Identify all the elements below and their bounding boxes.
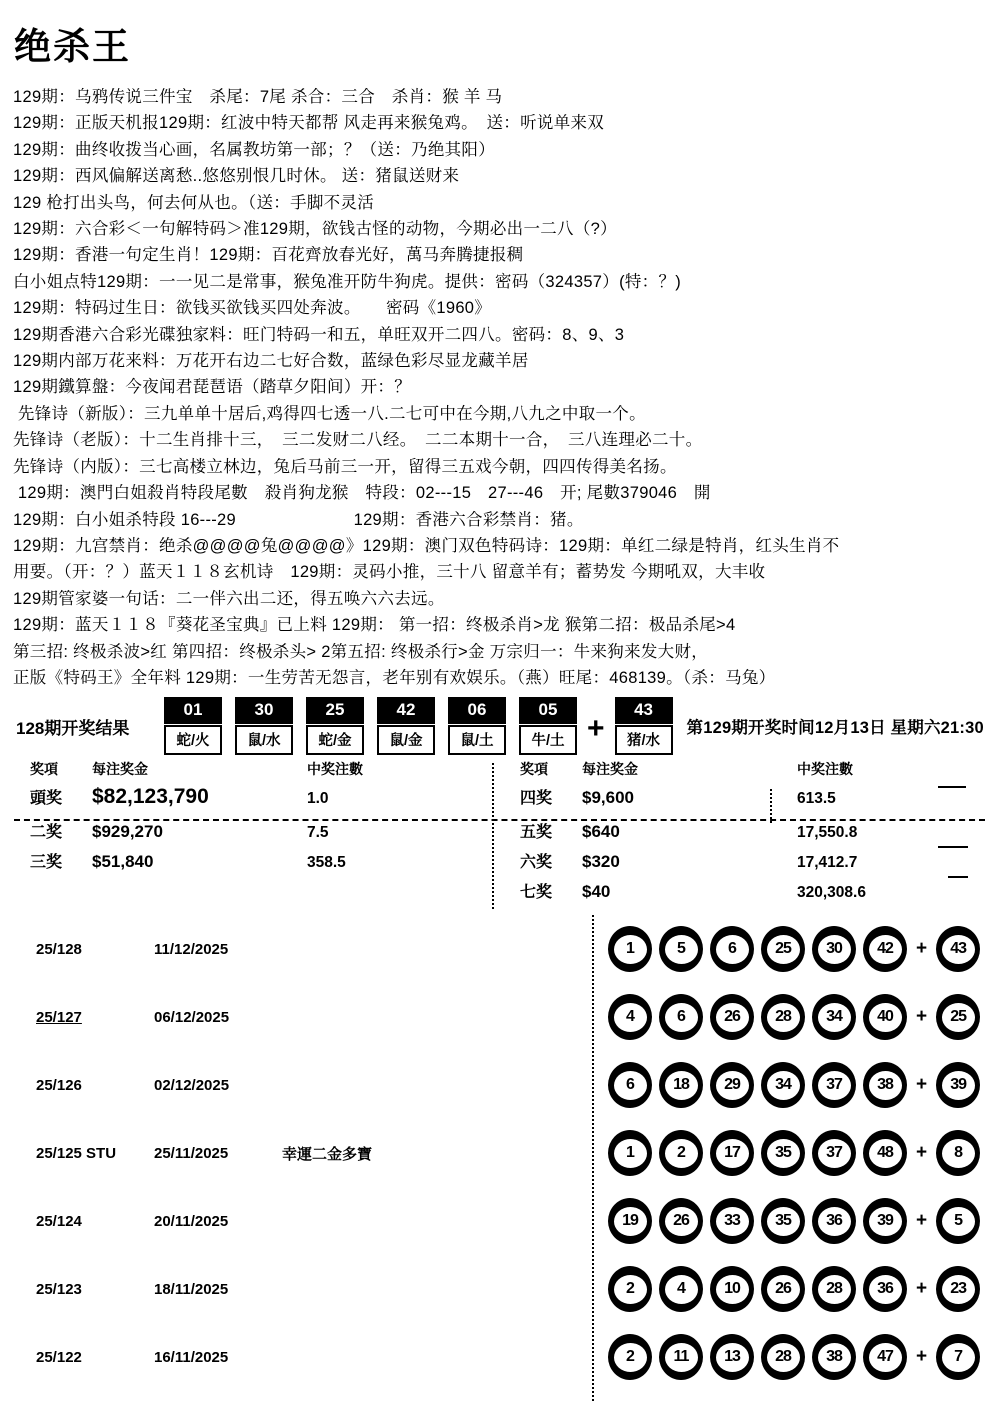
plus-icon: + bbox=[916, 1346, 928, 1368]
prize-count: 17,412.7 bbox=[797, 854, 858, 872]
ball-row bbox=[608, 994, 980, 1040]
ball-zodiac-element: 鼠/土 bbox=[448, 725, 506, 755]
draw-date: 06/12/2025 bbox=[154, 1008, 230, 1026]
ball-number: 25 bbox=[306, 697, 364, 724]
ball bbox=[608, 926, 652, 972]
ball-number: 47 bbox=[869, 1343, 902, 1372]
plus-icon: + bbox=[916, 1142, 928, 1164]
prize-row bbox=[520, 879, 980, 909]
ball-number: 11 bbox=[665, 1343, 698, 1372]
draw-number: 25/125 STU bbox=[36, 1144, 117, 1162]
ball bbox=[659, 1334, 703, 1380]
ball bbox=[608, 1130, 652, 1176]
tip-line: 129 枪打出头鸟，何去何从也。（送：手脚不灵活 bbox=[13, 193, 375, 212]
draw-date: 20/11/2025 bbox=[154, 1212, 229, 1230]
tip-line: 129期：香港一句定生肖！129期：百花齊放春光好，萬马奔腾捷报稠 bbox=[13, 246, 524, 265]
ball-number: 35 bbox=[767, 1139, 800, 1168]
lottery-info-page bbox=[0, 16, 993, 1404]
prize-row bbox=[30, 785, 480, 819]
tip-line: 129期：西风偏解送离愁..悠悠别恨几时休。 送：猪鼠送财来 bbox=[13, 167, 460, 186]
ball bbox=[659, 1130, 703, 1176]
ball-number: 42 bbox=[377, 697, 435, 724]
prize-amount: $320 bbox=[582, 852, 620, 872]
tip-line: 129期鐵算盤：今夜闻君琵琶语（踏草夕阳间）开：？ bbox=[13, 378, 412, 397]
next-draw-time: 第129期开奖时间12月13日 星期六21:30 bbox=[686, 719, 984, 738]
history-row bbox=[0, 1187, 993, 1255]
ball bbox=[659, 1062, 703, 1108]
prize-tables bbox=[0, 759, 993, 909]
result-ball-tile bbox=[448, 697, 506, 755]
ball bbox=[608, 1334, 652, 1380]
ball-number: 30 bbox=[818, 935, 851, 964]
ball-number: 28 bbox=[767, 1003, 800, 1032]
ball bbox=[608, 994, 652, 1040]
ball-number: 25 bbox=[942, 1003, 975, 1032]
ball bbox=[710, 994, 754, 1040]
history-row bbox=[0, 1323, 993, 1391]
prize-amount: $51,840 bbox=[92, 852, 154, 872]
ball-number: 35 bbox=[767, 1207, 800, 1236]
ball-number: 37 bbox=[818, 1071, 851, 1100]
ball bbox=[710, 1198, 754, 1244]
draw-date: 11/12/2025 bbox=[154, 940, 229, 958]
ball-number: 5 bbox=[665, 935, 698, 964]
prize-amount: $640 bbox=[582, 822, 620, 842]
ball-row bbox=[608, 1266, 980, 1312]
ball-number: 26 bbox=[716, 1003, 749, 1032]
ball-number: 1 bbox=[614, 935, 647, 964]
ball bbox=[812, 926, 856, 972]
ball-number: 36 bbox=[818, 1207, 851, 1236]
ball-number: 39 bbox=[869, 1207, 902, 1236]
tip-line: 用要。（开：？）蓝天１１８玄机诗 129期：灵码小推，三十八 留意羊有；蓄势发 今期吼双，大丰收 bbox=[13, 563, 766, 582]
history-row bbox=[0, 1255, 993, 1323]
draw-date: 16/11/2025 bbox=[154, 1348, 229, 1366]
prize-row bbox=[520, 785, 980, 819]
ball-number: 25 bbox=[767, 935, 800, 964]
special-ball-zodiac: 猪/水 bbox=[615, 725, 673, 755]
ball-zodiac-element: 鼠/水 bbox=[235, 725, 293, 755]
prize-label: 六奖 bbox=[520, 854, 553, 872]
prize-label: 三奖 bbox=[30, 854, 63, 872]
draw-number-link[interactable]: 25/127 bbox=[36, 1008, 82, 1026]
ball-number: 28 bbox=[767, 1343, 800, 1372]
tips-section bbox=[0, 84, 993, 691]
header-item: 奖項 bbox=[520, 761, 548, 778]
tip-line: 129期管家婆一句话：二一伴六出二还，得五唤六六去远。 bbox=[13, 589, 445, 608]
result-ball-tile bbox=[235, 697, 293, 755]
prize-label: 五奖 bbox=[520, 824, 553, 842]
history-section bbox=[0, 915, 993, 1401]
plus-icon: + bbox=[587, 712, 605, 746]
result-ball-tiles bbox=[164, 697, 577, 755]
tip-line: 129期：蓝天１１８『葵花圣宝典』已上料 129期： 第一招：终极杀肖>龙 猴第二招：极品杀尾>4 bbox=[13, 616, 736, 635]
special-ball bbox=[936, 1130, 980, 1176]
prize-table-right bbox=[520, 759, 980, 909]
tip-line: 129期：曲终收拨当心画，名属教坊第一部；？（送：乃绝其阳） bbox=[13, 140, 496, 159]
ball-number: 33 bbox=[716, 1207, 749, 1236]
ball-number: 38 bbox=[869, 1071, 902, 1100]
history-row bbox=[0, 915, 993, 983]
history-row bbox=[0, 983, 993, 1051]
prize-row bbox=[520, 819, 980, 849]
ball-number: 6 bbox=[614, 1071, 647, 1100]
ball-number: 01 bbox=[164, 697, 222, 724]
prize-count: 358.5 bbox=[307, 854, 346, 872]
prize-header-row bbox=[30, 759, 480, 785]
ball-number: 7 bbox=[942, 1343, 975, 1372]
ball-number: 48 bbox=[869, 1139, 902, 1168]
draw-date: 25/11/2025 bbox=[154, 1144, 229, 1162]
right-margin-dash bbox=[948, 876, 968, 878]
results-label: 128期开奖结果 bbox=[16, 718, 130, 738]
tip-line: 129期：白小姐杀特段 16---29 129期：香港六合彩禁肖：猪。 bbox=[13, 510, 584, 529]
ball-zodiac-element: 蛇/火 bbox=[164, 725, 222, 755]
tip-line: 先锋诗（内版）：三七高楼立林边，兔后马前三一开，留得三五戏今朝，四四传得美名扬。 bbox=[13, 457, 677, 476]
prize-row bbox=[30, 819, 480, 849]
prize-header-row bbox=[520, 759, 980, 785]
prize-amount: $40 bbox=[582, 882, 611, 902]
ball-number: 19 bbox=[614, 1207, 647, 1236]
header-count: 中奖注數 bbox=[307, 761, 363, 778]
prize-amount: $82,123,790 bbox=[92, 785, 209, 809]
header-amount: 每注奖金 bbox=[582, 761, 638, 778]
ball bbox=[659, 1198, 703, 1244]
ball-row bbox=[608, 1334, 980, 1380]
tip-line: 第三招: 终极杀波>红 第四招：终极杀头> 2第五招: 终极杀行>金 万宗归一：牛来狗来发大财， bbox=[13, 642, 709, 661]
ball-number: 26 bbox=[767, 1275, 800, 1304]
ball-number: 39 bbox=[942, 1071, 975, 1100]
ball bbox=[863, 1062, 907, 1108]
ball bbox=[710, 1130, 754, 1176]
ball-number: 8 bbox=[942, 1139, 975, 1168]
tip-line: 先锋诗（新版）：三九单单十居后,鸡得四七透一八.二七可中在今期,八九之中取一个。 bbox=[13, 404, 646, 423]
ball-number: 10 bbox=[716, 1275, 749, 1304]
tip-line: 正版《特码王》全年料 129期：一生劳苦无怨言，老年别有欢娱乐。（燕）旺尾：468139。（杀：马兔） bbox=[13, 668, 776, 687]
ball-row bbox=[608, 926, 980, 972]
ball bbox=[761, 1130, 805, 1176]
latest-results-bar bbox=[0, 697, 993, 755]
special-ball bbox=[936, 1198, 980, 1244]
ball-number: 6 bbox=[716, 935, 749, 964]
ball bbox=[812, 1198, 856, 1244]
ball-number: 26 bbox=[665, 1207, 698, 1236]
ball-number: 1 bbox=[614, 1139, 647, 1168]
ball-number: 36 bbox=[869, 1275, 902, 1304]
ball-zodiac-element: 鼠/金 bbox=[377, 725, 435, 755]
ball-number: 42 bbox=[869, 935, 902, 964]
special-ball-tile bbox=[615, 697, 673, 755]
ball-number: 2 bbox=[614, 1275, 647, 1304]
ball-number: 4 bbox=[614, 1003, 647, 1032]
ball-zodiac-element: 蛇/金 bbox=[306, 725, 364, 755]
header-amount: 每注奖金 bbox=[92, 761, 148, 778]
result-ball-tile bbox=[164, 697, 222, 755]
tip-line: 129期：乌鸦传说三件宝 杀尾：7尾 杀合：三合 杀肖：猴 羊 马 bbox=[13, 88, 503, 106]
ball bbox=[761, 1062, 805, 1108]
draw-number: 25/126 bbox=[36, 1076, 82, 1094]
prize-label: 二奖 bbox=[30, 824, 63, 842]
plus-icon: + bbox=[916, 1210, 928, 1232]
ball-number: 40 bbox=[869, 1003, 902, 1032]
ball-number: 18 bbox=[665, 1071, 698, 1100]
prize-label: 七奖 bbox=[520, 884, 553, 902]
header-count: 中奖注數 bbox=[797, 761, 853, 778]
history-row bbox=[0, 1119, 993, 1187]
ball bbox=[812, 1062, 856, 1108]
ball bbox=[812, 1334, 856, 1380]
ball-number: 37 bbox=[818, 1139, 851, 1168]
ball bbox=[863, 1198, 907, 1244]
ball-number: 06 bbox=[448, 697, 506, 724]
ball bbox=[761, 1266, 805, 1312]
ball bbox=[863, 994, 907, 1040]
draw-note: 幸運二金多寶 bbox=[282, 1145, 373, 1163]
ball bbox=[710, 1062, 754, 1108]
ball bbox=[761, 1334, 805, 1380]
ball bbox=[863, 1130, 907, 1176]
ball bbox=[659, 1266, 703, 1312]
ball bbox=[710, 926, 754, 972]
draw-number: 25/124 bbox=[36, 1212, 82, 1230]
page-title: 绝杀王 bbox=[14, 26, 131, 67]
special-ball bbox=[936, 1266, 980, 1312]
prize-label: 頭奖 bbox=[30, 790, 63, 808]
tip-line: 129期：六合彩＜一句解特码＞准129期，欲钱古怪的动物，今期必出一二八（?） bbox=[13, 220, 617, 239]
ball-number: 13 bbox=[716, 1343, 749, 1372]
ball bbox=[710, 1334, 754, 1380]
ball bbox=[608, 1266, 652, 1312]
ball-number: 2 bbox=[665, 1139, 698, 1168]
ball bbox=[863, 926, 907, 972]
ball bbox=[812, 1266, 856, 1312]
special-ball bbox=[936, 1334, 980, 1380]
tip-line: 129期内部万花来料：万花开右边二七好合数，蓝绿色彩尽显龙藏羊居 bbox=[13, 352, 529, 371]
ball-row bbox=[608, 1198, 980, 1244]
prize-count: 320,308.6 bbox=[797, 884, 866, 902]
ball-number: 17 bbox=[716, 1139, 749, 1168]
special-ball-number: 43 bbox=[615, 697, 673, 724]
ball-number: 28 bbox=[818, 1275, 851, 1304]
ball bbox=[812, 1130, 856, 1176]
ball-number: 30 bbox=[235, 697, 293, 724]
result-ball-tile bbox=[377, 697, 435, 755]
result-ball-tile bbox=[519, 697, 577, 755]
special-ball bbox=[936, 926, 980, 972]
special-ball bbox=[936, 994, 980, 1040]
prize-row bbox=[30, 849, 480, 879]
ball-number: 4 bbox=[665, 1275, 698, 1304]
vertical-dotted-divider bbox=[492, 763, 494, 909]
result-ball-tile bbox=[306, 697, 364, 755]
draw-number: 25/128 bbox=[36, 940, 82, 958]
ball-number: 29 bbox=[716, 1071, 749, 1100]
ball-number: 34 bbox=[818, 1003, 851, 1032]
ball-number: 5 bbox=[942, 1207, 975, 1236]
special-ball bbox=[936, 1062, 980, 1108]
plus-icon: + bbox=[916, 1074, 928, 1096]
ball bbox=[659, 926, 703, 972]
tip-line: 白小姐点特129期：一一见二是常事，猴兔准开防牛狗虎。提供：密码（324357）(特：？) bbox=[13, 272, 682, 291]
ball-number: 34 bbox=[767, 1071, 800, 1100]
ball-number: 05 bbox=[519, 697, 577, 724]
draw-date: 18/11/2025 bbox=[154, 1280, 229, 1298]
draw-date: 02/12/2025 bbox=[154, 1076, 230, 1094]
ball bbox=[608, 1062, 652, 1108]
prize-row bbox=[520, 849, 980, 879]
ball-row bbox=[608, 1062, 980, 1108]
header-item: 奖項 bbox=[30, 761, 58, 778]
ball-number: 23 bbox=[942, 1275, 975, 1304]
ball bbox=[812, 994, 856, 1040]
ball-number: 6 bbox=[665, 1003, 698, 1032]
tip-line: 129期：正版天机报129期：红波中特天都帮 风走再来猴兔鸡。 送：听说单来双 bbox=[13, 114, 605, 133]
ball-row bbox=[608, 1130, 980, 1176]
tip-line: 129期：澳門白姐殺肖特段尾數 殺肖狗龙猴 特段：02---15 27---46 开; 尾數379046 開 bbox=[13, 484, 711, 503]
ball-zodiac-element: 牛/土 bbox=[519, 725, 577, 755]
ball bbox=[710, 1266, 754, 1312]
ball bbox=[863, 1334, 907, 1380]
history-row bbox=[0, 1051, 993, 1119]
vertical-dotted-divider bbox=[770, 789, 772, 823]
ball bbox=[761, 994, 805, 1040]
tip-line: 129期香港六合彩光碟独家料：旺门特码一和五，单旺双开二四八。密码：8、9、3 bbox=[13, 325, 625, 344]
right-margin-dash bbox=[938, 786, 966, 788]
ball-number: 43 bbox=[942, 935, 975, 964]
draw-number: 25/123 bbox=[36, 1280, 82, 1298]
tip-line: 129期：特码过生日：欲钱买欲钱买四处奔波。 密码《1960》 bbox=[13, 299, 492, 318]
prize-count: 613.5 bbox=[797, 790, 836, 808]
ball bbox=[863, 1266, 907, 1312]
ball-number: 38 bbox=[818, 1343, 851, 1372]
prize-count: 7.5 bbox=[307, 824, 329, 842]
ball bbox=[659, 994, 703, 1040]
prize-amount: $9,600 bbox=[582, 788, 634, 808]
prize-count: 17,550.8 bbox=[797, 824, 858, 842]
ball-number: 2 bbox=[614, 1343, 647, 1372]
prize-label: 四奖 bbox=[520, 790, 553, 808]
draw-number: 25/122 bbox=[36, 1348, 82, 1366]
tip-line: 先锋诗（老版）：十二生肖排十三， 三二发财二八经。 二二本期十一合， 三八连理必二十。 bbox=[13, 431, 703, 450]
ball bbox=[608, 1198, 652, 1244]
tip-line: 129期：九宫禁肖：绝杀@@@@兔@@@@》129期：澳门双色特码诗：129期：单红二绿是特肖，红头生肖不 bbox=[13, 536, 840, 555]
right-margin-dash bbox=[938, 846, 968, 848]
plus-icon: + bbox=[916, 1278, 928, 1300]
prize-amount: $929,270 bbox=[92, 822, 163, 842]
prize-count: 1.0 bbox=[307, 790, 329, 808]
plus-icon: + bbox=[916, 938, 928, 960]
ball bbox=[761, 1198, 805, 1244]
dashed-separator bbox=[14, 819, 985, 821]
plus-icon: + bbox=[916, 1006, 928, 1028]
ball bbox=[761, 926, 805, 972]
